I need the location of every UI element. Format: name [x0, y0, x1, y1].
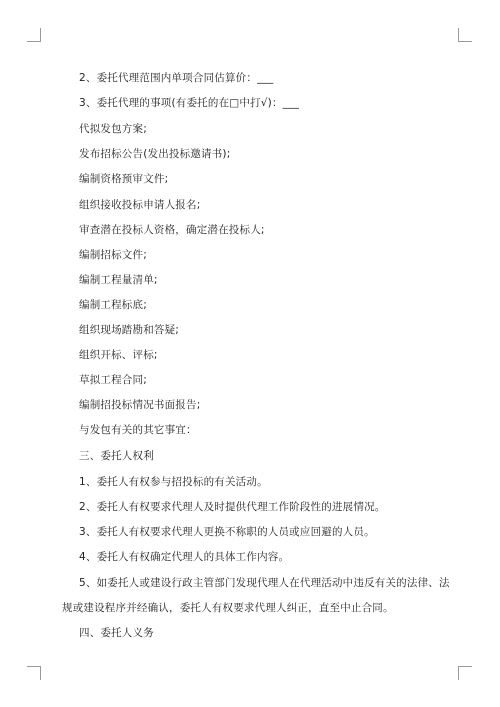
matter-item: 组织开标、评标; — [79, 349, 158, 361]
crop-mark-bottom-right — [458, 666, 472, 680]
matter-item: 编制工程量清单; — [79, 274, 158, 286]
matter-item: 编制资格预审文件; — [79, 173, 169, 185]
right-item: 3、委托人有权要求代理人更换不称职的人员或应回避的人员。 — [79, 526, 375, 538]
crop-mark-bottom-left — [27, 666, 41, 680]
matter-item: 编制招标文件; — [79, 249, 147, 261]
matter-item: 编制招投标情况书面报告; — [79, 399, 201, 411]
crop-mark-top-left — [27, 28, 41, 42]
right-item: 2、委托人有权要求代理人及时提供代理工作阶段性的进展情况。 — [79, 501, 386, 513]
crop-mark-top-right — [458, 28, 472, 42]
matter-item: 审查潜在投标人资格，确定潜在投标人; — [79, 224, 265, 236]
section-heading: 三、委托人权利 — [79, 450, 154, 462]
matter-item: 与发包有关的其它事宜： — [79, 424, 197, 436]
right-item-continued: 规或建设程序并经确认，委托人有权要求代理人纠正，直至中止合同。 — [62, 602, 394, 614]
matter-item: 代拟发包方案; — [79, 123, 147, 135]
matter-item: 组织接收投标申请人报名; — [79, 199, 201, 211]
clause-3-matters: 3、委托代理的事项(有委托的在□中打√)：___ — [79, 97, 300, 109]
right-item: 4、委托人有权确定代理人的具体工作内容。 — [79, 551, 290, 563]
section-heading: 四、委托人义务 — [79, 627, 154, 639]
matter-item: 编制工程标底; — [79, 299, 147, 311]
matter-item: 发布招标公告(发出投标邀请书); — [79, 148, 231, 160]
matter-item: 草拟工程合同; — [79, 374, 147, 386]
matter-item: 组织现场踏勘和答疑; — [79, 324, 180, 336]
clause-2-estimate: 2、委托代理范围内单项合同估算价：___ — [79, 72, 274, 84]
right-item: 1、委托人有权参与招投标的有关活动。 — [79, 476, 268, 488]
right-item: 5、如委托人或建设行政主管部门发现代理人在代理活动中违反有关的法律、法 — [79, 577, 450, 589]
